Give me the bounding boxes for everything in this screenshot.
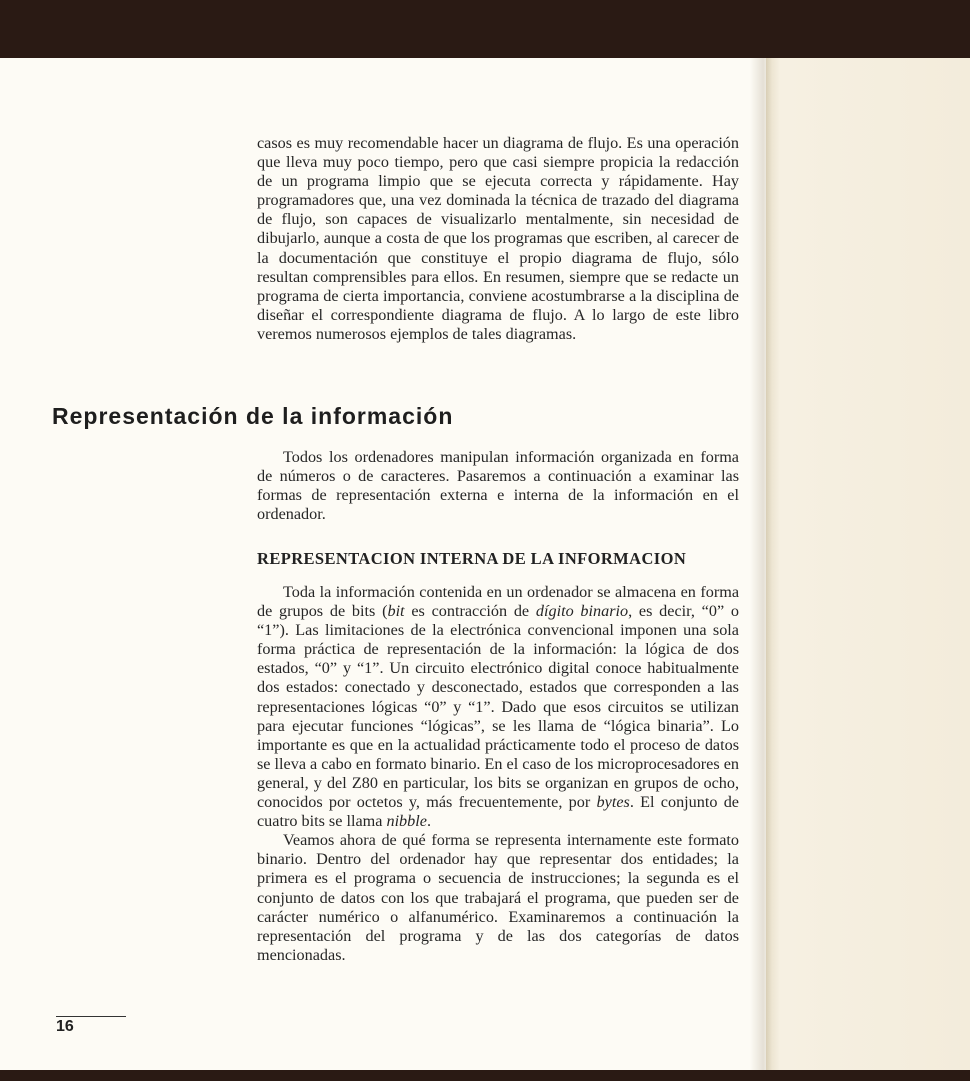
text-run: . El conjunto de cuatro bits se llama	[257, 793, 739, 831]
section-paragraph: Todos los ordenadores manipulan información organizada en forma de números o de caracteres. Pasaremos a continuación a examinar las formas de representación externa e interna de la información en el ordenador.	[257, 448, 739, 524]
subsection-paragraph-2: Veamos ahora de qué forma se representa internamente este formato binario. Dentro del ordenador hay que representar dos entidades; la primera es el programa o secuencia de instrucciones; la segunda es el conjunto de datos con los que trabajará el programa, que pueden ser de carácter numérico o alfanumérico. Examinaremos a continuación la representación del programa y de las dos categorías de datos mencionadas.	[257, 831, 739, 964]
page-number-rule	[56, 1016, 126, 1017]
adjacent-page-edge	[766, 58, 970, 1070]
subsection-title: REPRESENTACION INTERNA DE LA INFORMACION	[257, 549, 687, 568]
text-run: es contracción de	[404, 602, 536, 621]
text-run: Toda la información contenida en un ordenador se almacena en forma de grupos de bits (	[257, 583, 739, 621]
section-text-block	[257, 448, 739, 524]
subsection-paragraph-1	[257, 583, 739, 831]
subsection-text-block	[257, 583, 739, 965]
italic-term-bit: bit	[387, 602, 405, 621]
page-fold-shadow	[750, 58, 772, 1070]
italic-term-nibble: nibble	[386, 812, 427, 831]
italic-term-bytes: bytes	[596, 793, 630, 812]
intro-text-block	[257, 134, 739, 344]
italic-term-digito-binario: dígito binario	[535, 602, 629, 621]
page-number: 16	[56, 1018, 74, 1035]
intro-paragraph: casos es muy recomendable hacer un diagrama de flujo. Es una operación que lleva muy poco tiempo, pero que casi siempre propicia la redacción de un programa limpio que se ejecuta correcta y rápidamente. Hay programadores que, una vez dominada la técnica de trazado del diagrama de flujo, son capaces de visualizarlo mentalmente, sin necesidad de dibujarlo, aunque a costa de que los programas que escriben, al carecer de la documentación que constituye el propio diagrama de flujo, sólo resultan comprensibles para ellos. En resumen, siempre que se redacte un programa de cierta importancia, conviene acostumbrarse a la disciplina de diseñar el correspondiente diagrama de flujo. A lo largo de este libro veremos numerosos ejemplos de tales diagramas.	[257, 134, 739, 343]
text-run: .	[426, 812, 431, 831]
text-run: , es decir, “0” o “1”). Las limitaciones de la electrónica convencional imponen una sola forma práctica de representación de la información: la lógica de dos estados, “0” y “1”. Un circuito electrónico digital conoce habitualmente dos estados: conectado y desconectado, estados que corresponden a las representaciones lógicas “0” y “1”. Dado que esos circuitos se utilizan para ejecutar funciones “lógicas”, se les llama de “lógica binaria”. Lo importante es que en la actualidad prácticamente todo el proceso de datos se lleva a cabo en formato binario. En el caso de los microprocesadores en general, y del Z80 en particular, los bits se organizan en grupos de ocho, conocidos por octetos y, más frecuentemente, por	[257, 602, 740, 812]
section-title: Representación de la información	[52, 403, 454, 429]
